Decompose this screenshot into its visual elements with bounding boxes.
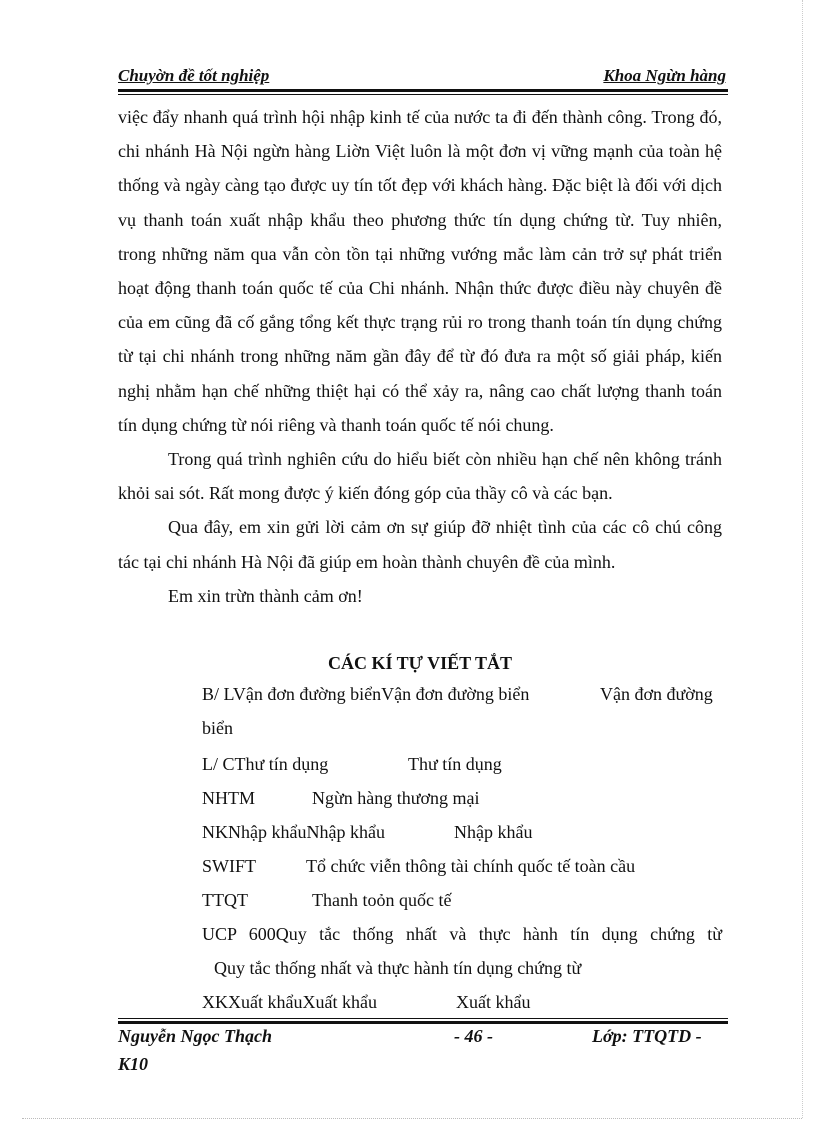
abbr-meaning: Thanh toỏn quốc tế [312,890,452,910]
abbr-code: B/ LVận đơn đường biểnVận đơn đường biển [202,684,530,704]
abbr-continuation: Quy tắc thống nhất và thực hành tín dụng chứng từ [214,958,582,978]
abbr-row [202,822,722,852]
abbr-row [202,684,722,714]
body-text [118,100,722,613]
paragraph-closing: Em xin trừn thành cảm ơn! [168,585,363,606]
page-number: - 46 - [454,1026,493,1046]
abbr-code: NKNhập khẩuNhập khẩu [202,822,385,842]
footer-author: Nguyễn Ngọc Thạch [118,1026,272,1046]
footer-author-cont: K10 [118,1054,149,1074]
abbreviations-title: CÁC KÍ TỰ VIẾT TẮT [327,653,513,673]
header-left-title: Chuyờn đề tốt nghiệp [118,66,270,85]
header-rule-thick [118,89,728,92]
abbr-meaning: Tổ chức viễn thông tài chính quốc tế toàn cầu [306,856,636,876]
abbr-row [202,856,722,886]
abbr-code: L/ CThư tín dụng [202,754,329,774]
abbr-row [202,890,722,920]
abbr-code: SWIFT [202,856,256,876]
paragraph-intro: việc đẩy nhanh quá trình hội nhập kinh tế của nước ta đi đến thành công. Trong đó, chi nhánh Hà Nội ngừn hàng Liờn Việt luôn là một đơn vị vững mạnh của toàn hệ thống và ngày càng tạo được uy tín tốt đẹp với khách hàng. Đặc biệt là đối với dịch vụ thanh toán xuất nhập khẩu theo phương thức tín dụng chứng từ. Tuy nhiên, trong những năm qua vẫn còn tồn tại những vướng mắc làm cản trở sự phát triển hoạt động thanh toán quốc tế của Chi nhánh. Nhận thức được điều này chuyên đề của em cũng đã cố gắng tổng kết thực trạng rủi ro trong thanh toán tín dụng chứng từ tại chi nhánh trong những năm gần đây để từ đó đưa ra một số giải pháp, kiến nghị nhằm hạn chế những thiệt hại có thể xảy ra, nâng cao chất lượng thanh toán tín dụng chứng từ nói riêng và thanh toán quốc tế nói chung. [118,107,722,435]
abbr-code: TTQT [202,890,248,910]
abbr-meaning: Ngừn hàng thương mại [312,788,480,808]
abbr-code: NHTM [202,788,255,808]
abbr-continuation: biển [202,718,233,738]
abbr-code: XKXuất khẩuXuất khẩu [202,992,377,1012]
footer-class: Lớp: TTQTD - [592,1026,702,1046]
paragraph-thanks: Qua đây, em xin gửi lời cảm ơn sự giúp đỡ nhiệt tình của các cô chú công tác tại chi nhánh Hà Nội đã giúp em hoàn thành chuyên đề của mình. [118,517,722,572]
footer-rule-thin [118,1018,728,1019]
page-header [118,64,726,90]
header-right-title: Khoa Ngừn hàng [603,66,726,85]
abbr-meaning: Nhập khẩu [454,822,533,842]
abbr-code-ucp: UCP 600Quy tắc thống nhất và thực hành tín dụng chứng từ [202,924,722,944]
page-edge-right [802,0,803,1118]
abbr-meaning: Xuất khẩu [456,992,531,1012]
abbr-row [202,788,722,818]
header-rule-thin [118,94,728,95]
abbr-meaning: Vận đơn đường [600,684,713,704]
abbr-meaning: Thư tín dụng [408,754,502,774]
page-edge-bottom [22,1118,802,1119]
abbr-row [202,754,722,784]
paragraph-limitations: Trong quá trình nghiên cứu do hiểu biết còn nhiều hạn chế nên không tránh khỏi sai sót. Rất mong được ý kiến đóng góp của thầy cô và các bạn. [118,449,722,504]
footer-rule-thick [118,1021,728,1024]
